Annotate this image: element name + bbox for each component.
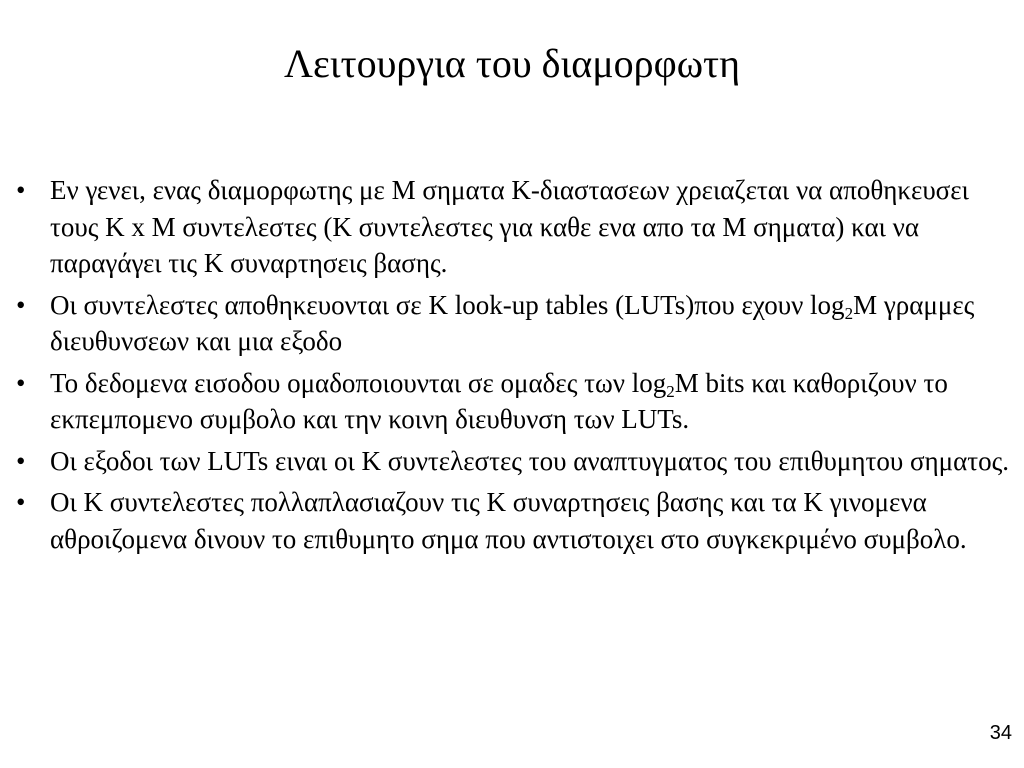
bullet-text-segment: M γραμμες διευθυνσεων και μια εξοδο — [50, 289, 975, 356]
bullet-text — [50, 446, 1009, 476]
bullet-text-segment: Το δεδομενα εισοδου ομαδοποιουνται σε ομαδες των log — [50, 367, 667, 398]
bullet-item — [16, 365, 1011, 438]
bullet-list — [16, 172, 1011, 562]
bullet-text-segment: Οι συντελεστες αποθηκευονται σε Κ look-up tables (LUTs)που εχουν log — [50, 289, 845, 320]
bullet-text — [50, 368, 948, 435]
bullet-mark: • — [16, 367, 26, 398]
bullet-text — [50, 175, 969, 278]
bullet-text — [50, 290, 974, 357]
bullet-item — [16, 443, 1011, 480]
bullet-text-segment: Οι Κ συντελεστες πολλαπλασιαζουν τις Κ συναρτησεις βασης και τα Κ γινομενα αθροιζομενα δινουν το επιθυμητο σημα που αντιστοιχει στο συγκεκριμένο συμβολο. — [50, 487, 967, 554]
page-number: 34 — [989, 722, 1012, 744]
subscript: 2 — [844, 303, 854, 323]
bullet-mark: • — [16, 289, 26, 320]
bullet-text-segment: Εν γενει, ενας διαμορφωτης με Μ σηματα Κ-διαστασεων χρειαζεται να αποθηκευσει τους Κ x Μ συντελεστες (Κ συντελεστες για καθε ενα απο τα Μ σηματα) και να παραγάγει τις Κ συναρτησεις βασης. — [50, 175, 969, 278]
bullet-text — [50, 487, 967, 554]
bullet-mark: • — [16, 487, 26, 517]
bullet-item — [16, 484, 1011, 557]
bullet-mark: • — [16, 445, 26, 476]
bullet-text-segment: Οι εξοδοι των LUTs ειναι οι Κ συντελεστες του αναπτυγματος του επιθυμητου σηματος. — [50, 445, 1010, 476]
bullet-mark: • — [16, 175, 26, 205]
bullet-item — [16, 172, 1011, 282]
bullet-text-segment: M bits και καθοριζουν το εκπεμπομενο συμβολο και την κοινη διευθυνση των LUTs. — [50, 367, 948, 434]
subscript: 2 — [666, 381, 675, 401]
slide-title: Λειτουργια του διαμορφωτη — [283, 41, 741, 86]
bullet-item — [16, 287, 1011, 360]
